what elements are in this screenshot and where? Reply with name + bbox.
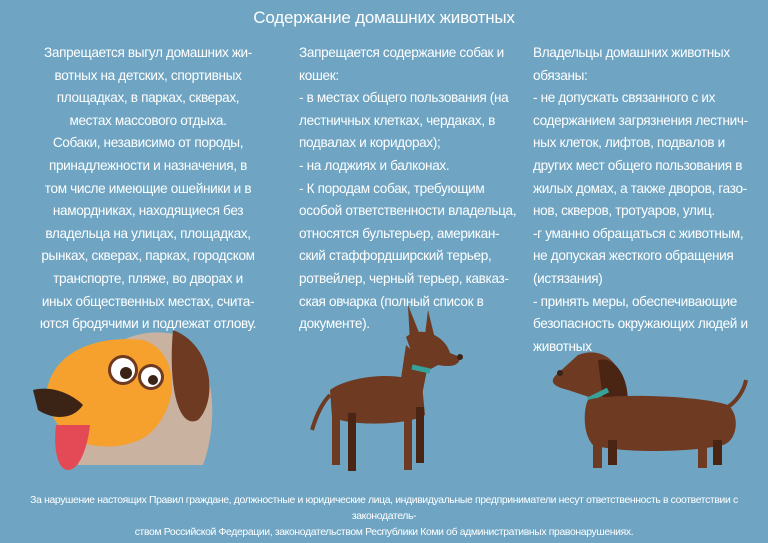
footer-legal-notice: За нарушение настоящих Правил граждане, должностные и юридические лица, индивидуальные предприниматели несут ответственность в соответствии с законодатель- ством Российской Федерации, законодательством Республики Коми об административных правонарушениях. (30, 495, 738, 538)
dachshund-illustration (548, 345, 748, 475)
column-keeping-rules: Запрещается содержание собак и кошек: - в местах общего пользования (на лестничных клетках, чердаках, в подвалах и коридорах); - на лоджиях и балконах. - К породам собак, требующим особой ответственности владельца, относятся бультерьер, американ- ский стаффордширский терьер, ротвейлер, черный терьер, кавказ- ская овчарка (полный список в документе). (299, 45, 517, 332)
column-walking-rules: Запрещается выгул домашних жи- вотных на детских, спортивных площадках, в парках, скверах, местах массового отдыха. Собаки, независимо от породы, принадлежности и назначения, в том числе имеющие ошейники и в намордниках, находящиеся без владельца на улицах, площадках, рынках, скверах, парках, городском транспорте, пляже, во дворах и иных общественных местах, счита- ются бродячими и подлежат отлову. (39, 45, 257, 332)
page-title: Содержание домашних животных (253, 8, 515, 27)
doberman-illustration (310, 305, 470, 475)
column-owner-duties: Владельцы домашних животных обязаны: - не допускать связанного с их содержанием загрязнения лестнич- ных клеток, лифтов, подвалов и других мест общего пользования в жилых домах, а также дворов, газо- нов, скверов, тротуаров, улиц. -г уманно обращаться с животным, не допуская жесткого обращения (истязания) - принять меры, обеспечивающие безопасность окружающих людей и животных (533, 45, 748, 354)
puppy-face-illustration (28, 325, 228, 475)
